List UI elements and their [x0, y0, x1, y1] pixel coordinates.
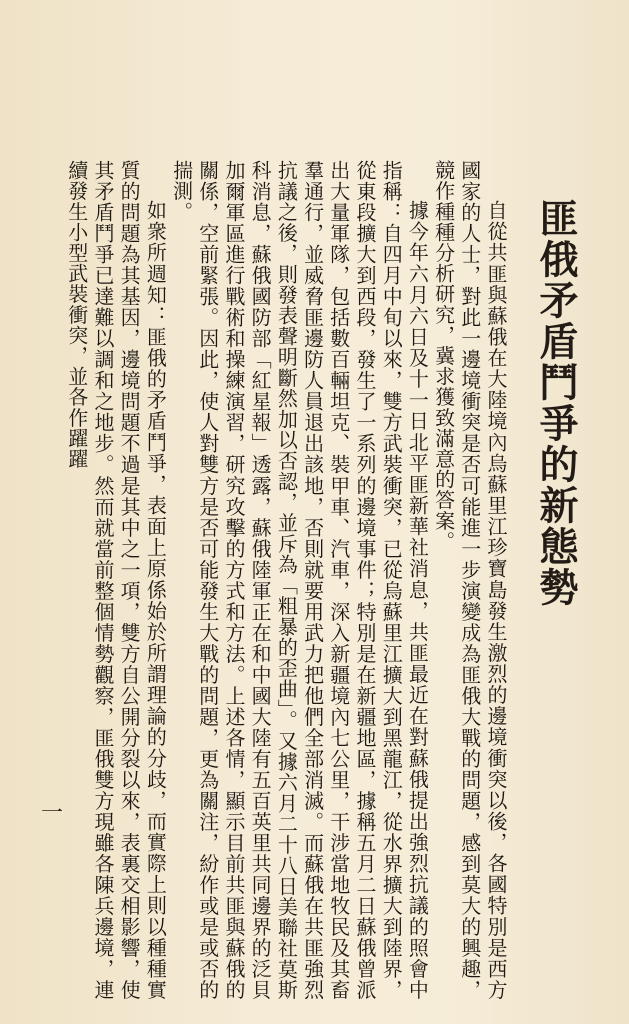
- article-body: [39, 160, 509, 1000]
- paragraph-2: 據今年六月六日及十一日北平匪新華社消息，共匪最近在對蘇俄提出強烈抗議的照會中指稱：自四月中旬以來，雙方武裝衝突，已從烏蘇里江擴大到黑龍江，從水界擴大到陸界，從東段擴大到西段，發生了一系列的邊境事件；特別是在新疆地區，據稱五月二日蘇俄曾派出大量軍隊，包括數百輛坦克、裝甲車、汽車，深入新疆境內七公里，干涉當地牧民及其畜羣通行，並威脅匪邊防人員退出該地，否則就要用武力把他們全部消滅。而蘇俄在共匪強烈抗議之後，則發表聲明斷然加以否認，並斥為「粗暴的歪曲」。又據六月二十八日美聯社莫斯科消息，蘇俄國防部「紅星報」透露，蘇俄陸軍正在和中國大陸有五百英里共同邊界的泛貝加爾軍區進行戰術和操練演習，研究攻擊的方式和方法。上述各情，顯示目前共匪與蘇俄的關係，空前緊張。因此，使人對雙方是否可能發生大戰的問題，更為關注，紛作或是或否的揣測。: [169, 160, 430, 1000]
- paragraph-1: 自從共匪與蘇俄在大陸境內烏蘇里江珍寶島發生激烈的邊境衝突以後，各國特別是西方國家的人士，對此一邊境衝突是否可能進一步演變成為匪俄大戰的問題，感到莫大的興趣，競作種種分析研究，冀求獲致滿意的答案。: [431, 160, 508, 1000]
- page-number: 一: [40, 801, 63, 826]
- article-title: 匪俄矛盾鬥爭的新態勢: [533, 198, 579, 608]
- paragraph-3: 如衆所週知：匪俄的矛盾鬥爭，表面上原係始於所謂理論的分歧，而實際上則以種種實質的問題為其基因，邊境問題不過是其中之一項，雙方自公開分裂以來，表裏交相影響，使其矛盾鬥爭已達難以調和之地步。然而就當前整個情勢觀察，匪俄雙方現雖各陳兵邊境，連續發生小型武裝衝突，並各作躍躍: [64, 160, 168, 1000]
